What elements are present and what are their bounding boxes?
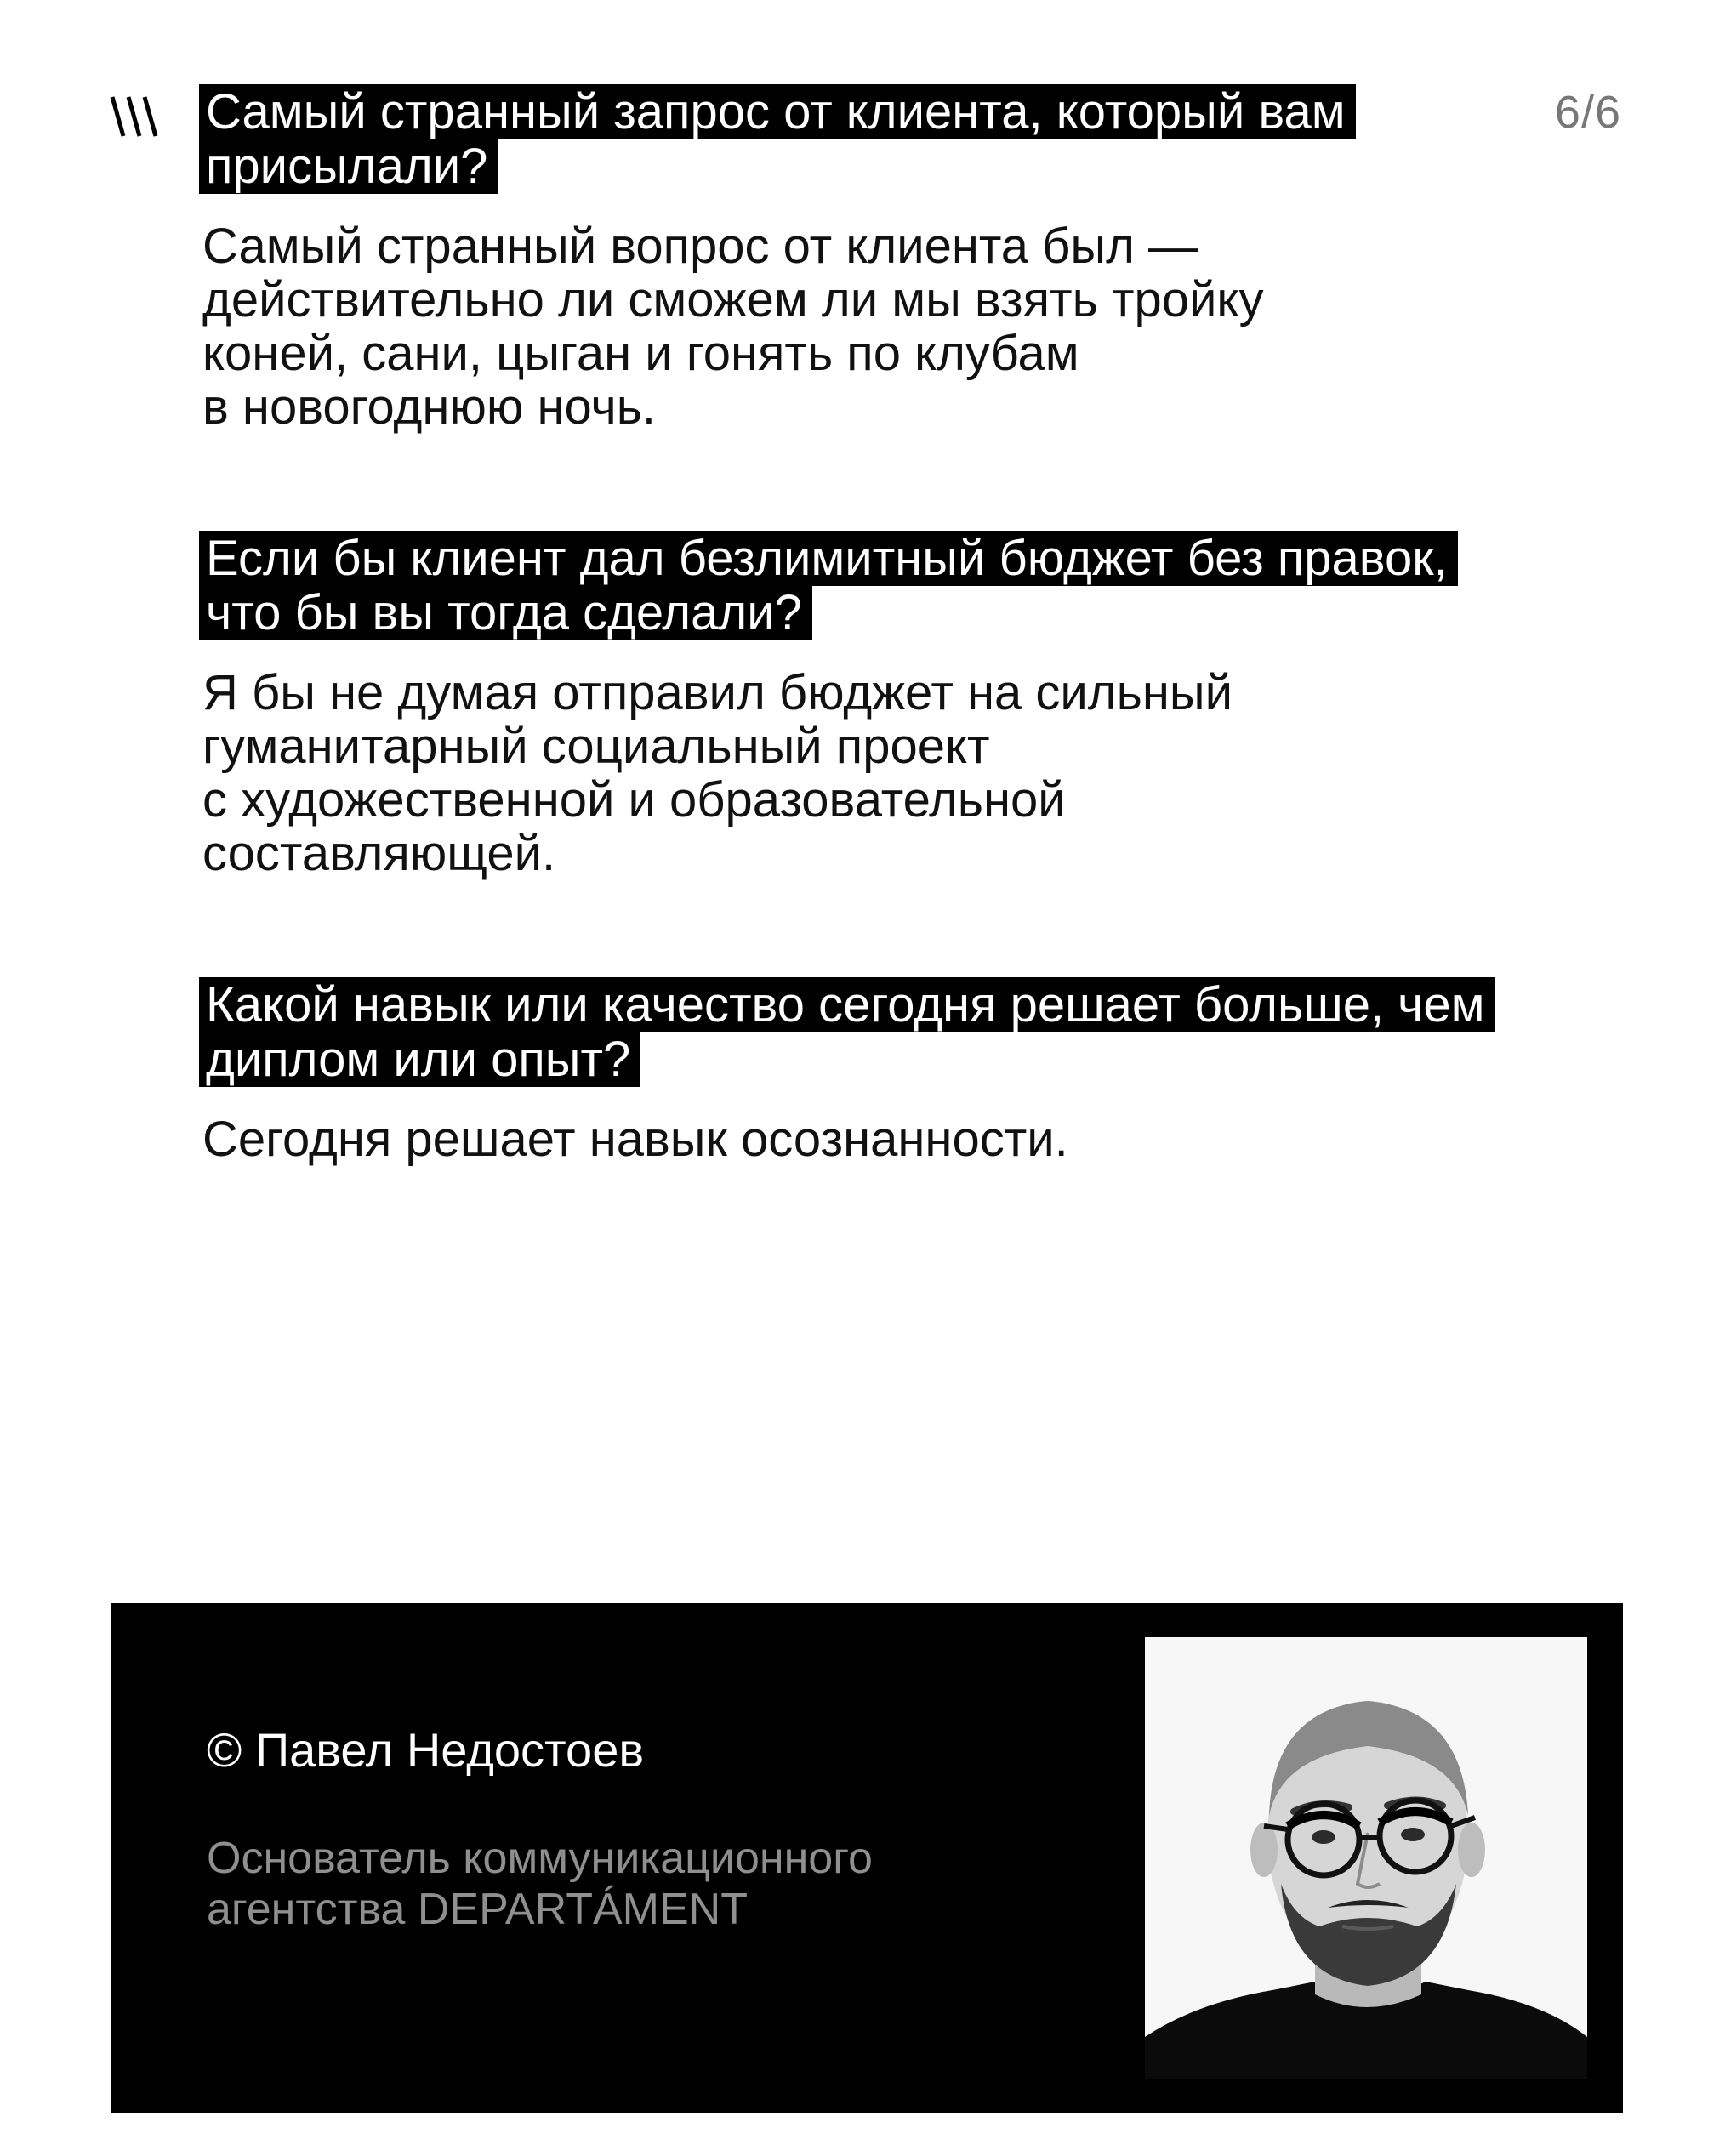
question-heading (199, 85, 1495, 194)
answer-text: Самый странный вопрос от клиента был — действительно ли сможем ли мы взять тройку коней, сани, цыган и гонять по клубам в новогоднюю ночь. (202, 219, 1264, 435)
question-text: Если бы клиент дал безлимитный бюджет без правок, что бы вы тогда сделали? (199, 531, 1458, 640)
page-counter: 6/6 (1554, 87, 1621, 138)
question-heading (199, 532, 1495, 640)
qa-block (202, 978, 1495, 1166)
qa-block (202, 85, 1495, 434)
qa-block (202, 532, 1495, 880)
triple-backslash-icon (109, 95, 162, 138)
author-card (111, 1603, 1623, 2113)
author-role: Основатель коммуникационного агентства DEPARTÁMENT (207, 1834, 873, 1934)
question-text: Какой навык или качество сегодня решает больше, чем диплом или опыт? (199, 977, 1495, 1087)
question-heading (199, 978, 1495, 1087)
answer-text: Я бы не думая отправил бюджет на сильный гуманитарный социальный проект с художественной и образовательной составляющей. (202, 665, 1233, 881)
answer-text: Сегодня решает навык осознанности. (202, 1112, 1068, 1167)
author-name: © Павел Недостоев (207, 1723, 645, 1777)
question-text: Самый странный запрос от клиента, который вам присылали? (199, 84, 1356, 194)
author-portrait-photo (1145, 1637, 1587, 2079)
